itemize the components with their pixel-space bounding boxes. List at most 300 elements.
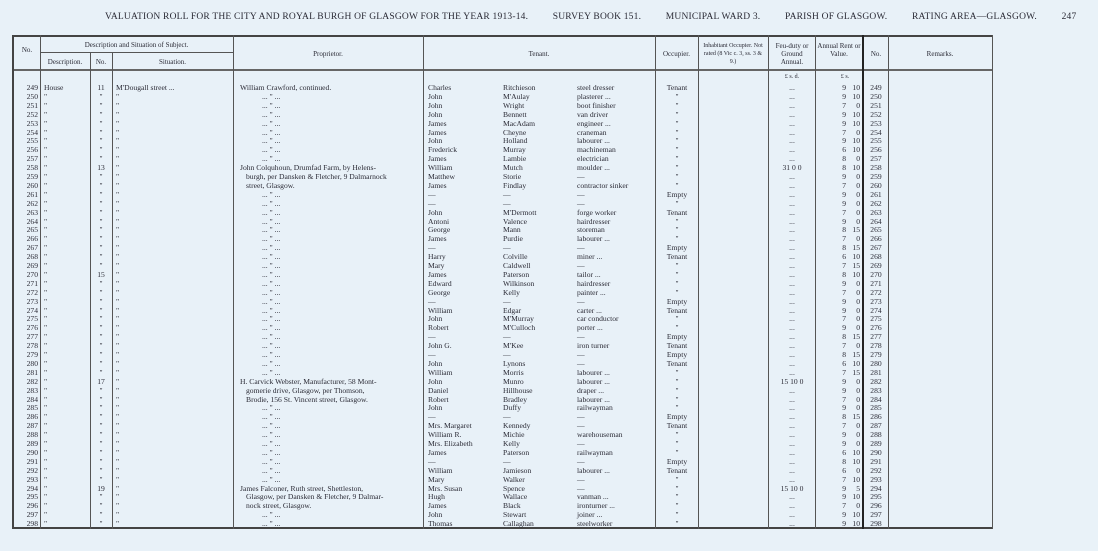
proprietor: ... " ... [262, 314, 281, 324]
situation: " [116, 456, 120, 466]
tenant-surname: Morris [503, 367, 524, 377]
entry-number: 294 [26, 483, 38, 493]
tenant-surname: Paterson [503, 447, 530, 457]
house-number: " [99, 287, 103, 297]
tenant-surname: Findlay [503, 180, 527, 190]
feu-duty: ... [789, 501, 795, 511]
house-number: " [99, 332, 103, 342]
tenant-first-name: John [428, 376, 443, 386]
rent-shillings: 0 [856, 314, 860, 324]
house-number: " [99, 465, 103, 475]
entry-number-right: 261 [870, 189, 882, 199]
rent-pounds: 7 [842, 341, 846, 351]
occupier: Empty [666, 243, 688, 253]
tenant-occupation: — [577, 261, 585, 270]
rent-shillings: 0 [856, 385, 860, 395]
tenant-surname: Holland [503, 136, 528, 146]
description: " [44, 456, 48, 466]
rent-shillings: 10 [852, 269, 860, 279]
occupier: " [675, 198, 679, 208]
house-number: " [99, 216, 103, 226]
proprietor: ... " ... [262, 332, 281, 342]
rent-pounds: 8 [842, 225, 846, 235]
table-row [0, 297, 1000, 306]
proprietor: Brodie, 156 St. Vincent street, Glasgow. [246, 394, 368, 404]
entry-number: 284 [26, 394, 38, 404]
tenant-surname: Michie [503, 430, 525, 440]
tenant-surname: — [503, 350, 511, 359]
proprietor: ... " ... [262, 412, 281, 422]
entry-number-right: 273 [870, 296, 882, 306]
occupier: Empty [666, 412, 688, 422]
entry-number: 289 [26, 439, 38, 448]
tenant-surname: Edgar [503, 305, 522, 315]
occupier: " [675, 474, 679, 484]
proprietor: ... " ... [262, 252, 281, 262]
tenant-occupation: painter ... [577, 287, 606, 297]
table-row [0, 128, 1000, 137]
tenant-surname: — [503, 189, 511, 199]
rent-pounds: 8 [842, 412, 846, 422]
occupier: " [675, 376, 679, 386]
occupier: " [675, 216, 679, 226]
parish: PARISH OF GLASGOW. [784, 12, 888, 22]
proprietor: ... " ... [262, 145, 281, 155]
entry-number-right: 284 [870, 394, 882, 404]
tenant-surname: Mann [503, 225, 521, 235]
occupier: Empty [666, 350, 688, 359]
rent-shillings: 15 [852, 350, 860, 359]
feu-duty: ... [789, 439, 795, 448]
table-row [0, 208, 1000, 217]
situation: " [116, 154, 120, 164]
occupier: " [675, 154, 679, 164]
feu-duty: ... [789, 492, 795, 502]
entry-number-right: 269 [870, 261, 882, 270]
feu-duty: ... [789, 269, 795, 279]
tenant-first-name: Thomas [428, 519, 453, 529]
rent-pounds: 7 [842, 287, 846, 297]
entry-number-right: 253 [870, 118, 882, 128]
tenant-occupation: labourer ... [577, 367, 610, 377]
rent-pounds: 7 [842, 314, 846, 324]
description: " [44, 501, 48, 511]
proprietor: ... " ... [262, 100, 281, 110]
tenant-first-name: Hugh [428, 492, 445, 502]
house-number: " [99, 252, 103, 262]
tenant-occupation: steelworker [577, 519, 613, 529]
tenant-surname: Mutch [503, 163, 523, 173]
house-number: 19 [97, 483, 105, 493]
rent-shillings: 0 [856, 394, 860, 404]
entry-number-right: 255 [870, 136, 882, 146]
tenant-occupation: — [577, 172, 585, 181]
header-annual-rent: Annual Rent or Value. [817, 42, 861, 58]
rent-shillings: 0 [856, 180, 860, 190]
rent-pounds: 6 [842, 465, 846, 475]
feu-duty: ... [789, 83, 795, 92]
description: " [44, 100, 48, 110]
tenant-first-name: John [428, 100, 443, 110]
rent-shillings: 10 [852, 519, 860, 529]
entry-number: 272 [26, 287, 38, 297]
description: " [44, 136, 48, 146]
tenant-first-name: James [428, 501, 447, 511]
survey-book: SURVEY BOOK 151. [552, 12, 642, 22]
occupier: " [675, 91, 679, 101]
feu-duty: 31 0 0 [782, 163, 802, 173]
tenant-first-name: John [428, 358, 443, 368]
feu-duty: ... [789, 323, 795, 333]
tenant-surname: — [503, 412, 511, 422]
entry-number-right: 263 [870, 207, 882, 217]
table-row [0, 341, 1000, 350]
tenant-surname: Duffy [503, 403, 521, 413]
entry-number: 293 [26, 474, 38, 484]
feu-duty: ... [789, 510, 795, 520]
tenant-first-name: Matthew [428, 172, 455, 181]
house-number: " [99, 154, 103, 164]
proprietor: gomerie drive, Glasgow, per Thomson, [246, 385, 365, 395]
header-occupier: Occupier. [662, 50, 690, 58]
house-number: " [99, 367, 103, 377]
tenant-surname: M'Dermott [503, 207, 537, 217]
entry-number: 252 [26, 109, 38, 119]
rent-shillings: 0 [856, 341, 860, 351]
entry-number: 258 [26, 163, 38, 173]
house-number: " [99, 323, 103, 333]
table-row [0, 217, 1000, 226]
rent-shillings: 0 [856, 189, 860, 199]
occupier: " [675, 287, 679, 297]
feu-duty: ... [789, 350, 795, 359]
description: " [44, 269, 48, 279]
proprietor: ... " ... [262, 261, 281, 270]
feu-duty: ... [789, 225, 795, 235]
rent-shillings: 10 [852, 118, 860, 128]
description: " [44, 412, 48, 422]
house-number: " [99, 109, 103, 119]
rent-shillings: 10 [852, 358, 860, 368]
rent-pounds: 7 [842, 421, 846, 431]
occupier: Empty [666, 296, 688, 306]
house-number: " [99, 172, 103, 181]
rent-shillings: 10 [852, 447, 860, 457]
description: " [44, 91, 48, 101]
rent-shillings: 10 [852, 163, 860, 173]
rent-shillings: 0 [856, 216, 860, 226]
tenant-occupation: vanman ... [577, 492, 609, 502]
house-number: " [99, 430, 103, 440]
occupier: Tenant [666, 341, 688, 351]
tenant-surname: Bradley [503, 394, 528, 404]
tenant-occupation: warehouseman [577, 430, 623, 440]
feu-duty: ... [789, 465, 795, 475]
rent-pounds: 9 [842, 198, 846, 208]
proprietor: street, Glasgow. [246, 180, 295, 190]
description: " [44, 519, 48, 529]
tenant-occupation: labourer ... [577, 376, 610, 386]
situation: " [116, 163, 120, 173]
feu-duty: ... [789, 421, 795, 431]
table-row [0, 252, 1000, 261]
entry-number-right: 272 [870, 287, 882, 297]
entry-number: 290 [26, 447, 38, 457]
house-number: " [99, 314, 103, 324]
proprietor: ... " ... [262, 430, 281, 440]
proprietor: ... " ... [262, 456, 281, 466]
table-row [0, 261, 1000, 270]
tenant-first-name: — [428, 189, 436, 199]
situation: " [116, 269, 120, 279]
proprietor: ... " ... [262, 136, 281, 146]
feu-duty: ... [789, 154, 795, 164]
tenant-first-name: Mary [428, 261, 445, 270]
entry-number: 282 [26, 376, 38, 386]
rent-pounds: 7 [842, 127, 846, 137]
rent-pounds: 7 [842, 180, 846, 190]
situation: " [116, 189, 120, 199]
table-row [0, 279, 1000, 288]
rent-shillings: 10 [852, 456, 860, 466]
occupier: " [675, 519, 679, 529]
proprietor: ... " ... [262, 358, 281, 368]
description: " [44, 163, 48, 173]
header-feu-duty: Feu-duty or Ground Annual. [775, 42, 809, 66]
tenant-first-name: William [428, 163, 453, 173]
situation: " [116, 501, 120, 511]
tenant-occupation: — [577, 474, 585, 484]
table-row [0, 101, 1000, 110]
rent-shillings: 0 [856, 323, 860, 333]
rent-shillings: 10 [852, 492, 860, 502]
description: " [44, 109, 48, 119]
tenant-surname: — [503, 198, 511, 208]
rent-pounds: 7 [842, 234, 846, 244]
entry-number: 260 [26, 180, 38, 190]
tenant-first-name: Antoni [428, 216, 450, 226]
rent-pounds: 7 [842, 501, 846, 511]
rent-pounds: 8 [842, 163, 846, 173]
occupier: " [675, 278, 679, 288]
table-row [0, 225, 1000, 234]
header-situation: Situation. [158, 58, 187, 66]
situation: " [116, 519, 120, 529]
description: " [44, 350, 48, 359]
situation: " [116, 243, 120, 253]
rent-shillings: 0 [856, 198, 860, 208]
tenant-occupation: moulder ... [577, 163, 610, 173]
occupier: " [675, 314, 679, 324]
tenant-first-name: William [428, 465, 453, 475]
entry-number-right: 288 [870, 430, 882, 440]
proprietor: ... " ... [262, 118, 281, 128]
feu-duty: ... [789, 456, 795, 466]
entry-number: 288 [26, 430, 38, 440]
proprietor: burgh, per Dansken & Fletcher, 9 Dalmarnock [246, 172, 387, 181]
house-number: " [99, 118, 103, 128]
header-description-group: Description and Situation of Subject. [84, 41, 189, 49]
proprietor: ... " ... [262, 154, 281, 164]
header-remarks: Remarks. [926, 50, 954, 58]
rent-pounds: 9 [842, 189, 846, 199]
description: " [44, 465, 48, 475]
situation: " [116, 314, 120, 324]
tenant-surname: Colville [503, 252, 528, 262]
situation: " [116, 376, 120, 386]
house-number: " [99, 439, 103, 448]
entry-number-right: 264 [870, 216, 882, 226]
feu-duty: ... [789, 261, 795, 270]
occupier: Empty [666, 332, 688, 342]
proprietor: H. Carvick Webster, Manufacturer, 58 Mont- [240, 376, 377, 386]
feu-duty: ... [789, 216, 795, 226]
occupier: " [675, 510, 679, 520]
situation: " [116, 198, 120, 208]
tenant-surname: Wright [503, 100, 525, 110]
description: " [44, 492, 48, 502]
feu-duty: ... [789, 136, 795, 146]
table-row [0, 475, 1000, 484]
house-number: " [99, 492, 103, 502]
occupier: " [675, 109, 679, 119]
rating-area: RATING AREA—GLASGOW. [911, 12, 1037, 22]
subheader-rule [40, 52, 233, 53]
tenant-first-name: John [428, 91, 443, 101]
table-row [0, 377, 1000, 386]
entry-number: 254 [26, 127, 38, 137]
rent-pounds: 9 [842, 403, 846, 413]
table-row [0, 332, 1000, 341]
header-bottom-rule [12, 69, 992, 71]
tenant-occupation: joiner ... [577, 510, 603, 520]
entry-number: 275 [26, 314, 38, 324]
description: " [44, 421, 48, 431]
proprietor: ... " ... [262, 519, 281, 529]
rent-pounds: 8 [842, 154, 846, 164]
tenant-occupation: — [577, 483, 585, 493]
feu-duty: ... [789, 207, 795, 217]
situation: " [116, 252, 120, 262]
situation: " [116, 465, 120, 475]
tenant-surname: Walker [503, 474, 525, 484]
entry-number-right: 283 [870, 385, 882, 395]
rent-shillings: 0 [856, 207, 860, 217]
situation: " [116, 145, 120, 155]
description: " [44, 180, 48, 190]
tenant-first-name: George [428, 225, 451, 235]
entry-number: 261 [26, 189, 38, 199]
situation: " [116, 439, 120, 448]
entry-number-right: 268 [870, 252, 882, 262]
tenant-first-name: John [428, 403, 443, 413]
table-row [0, 466, 1000, 475]
entry-number-right: 271 [870, 278, 882, 288]
entry-number-right: 256 [870, 145, 882, 155]
table-row [0, 492, 1000, 501]
entry-number: 281 [26, 367, 38, 377]
rent-shillings: 0 [856, 287, 860, 297]
description: " [44, 216, 48, 226]
situation: " [116, 118, 120, 128]
situation: " [116, 492, 120, 502]
house-number: " [99, 100, 103, 110]
situation: " [116, 421, 120, 431]
table-row [0, 288, 1000, 297]
situation: " [116, 287, 120, 297]
entry-number: 298 [26, 519, 38, 529]
entry-number: 291 [26, 456, 38, 466]
situation: " [116, 207, 120, 217]
table-row [0, 83, 1000, 92]
tenant-occupation: boot finisher [577, 100, 616, 110]
house-number: " [99, 234, 103, 244]
situation: " [116, 278, 120, 288]
situation: " [116, 225, 120, 235]
house-number: " [99, 456, 103, 466]
rent-shillings: 10 [852, 136, 860, 146]
feu-duty: ... [789, 367, 795, 377]
feu-duty: ... [789, 252, 795, 262]
entry-number: 249 [26, 83, 38, 92]
table-row [0, 350, 1000, 359]
entry-number: 287 [26, 421, 38, 431]
description: " [44, 314, 48, 324]
entry-number-right: 282 [870, 376, 882, 386]
tenant-surname: M'Aulay [503, 91, 530, 101]
occupier: " [675, 180, 679, 190]
description: " [44, 376, 48, 386]
tenant-occupation: van driver [577, 109, 608, 119]
tenant-first-name: James [428, 154, 447, 164]
house-number: " [99, 350, 103, 359]
rent-shillings: 0 [856, 430, 860, 440]
tenant-surname: — [503, 243, 511, 253]
occupier: " [675, 447, 679, 457]
entry-number-right: 278 [870, 341, 882, 351]
occupier: Tenant [666, 358, 688, 368]
situation: " [116, 296, 120, 306]
rent-pounds: 9 [842, 430, 846, 440]
tenant-surname: — [503, 332, 511, 342]
rent-shillings: 15 [852, 261, 860, 270]
tenant-occupation: — [577, 332, 585, 342]
rent-pounds: 7 [842, 367, 846, 377]
table-row [0, 421, 1000, 430]
proprietor: ... " ... [262, 189, 281, 199]
entry-number-right: 254 [870, 127, 882, 137]
entry-number: 292 [26, 465, 38, 475]
header-description: Description. [47, 58, 83, 66]
feu-duty: ... [789, 296, 795, 306]
house-number: " [99, 501, 103, 511]
proprietor: ... " ... [262, 127, 281, 137]
proprietor: ... " ... [262, 287, 281, 297]
feu-duty: ... [789, 403, 795, 413]
situation: " [116, 261, 120, 270]
occupier: " [675, 136, 679, 146]
description: " [44, 394, 48, 404]
rent-pounds: 9 [842, 483, 846, 493]
rent-pounds: 8 [842, 332, 846, 342]
feu-duty: ... [789, 314, 795, 324]
table-row [0, 323, 1000, 332]
tenant-occupation: draper ... [577, 385, 604, 395]
occupier: " [675, 403, 679, 413]
rent-shillings: 15 [852, 243, 860, 253]
tenant-occupation: carter ... [577, 305, 602, 315]
tenant-first-name: Daniel [428, 385, 449, 395]
